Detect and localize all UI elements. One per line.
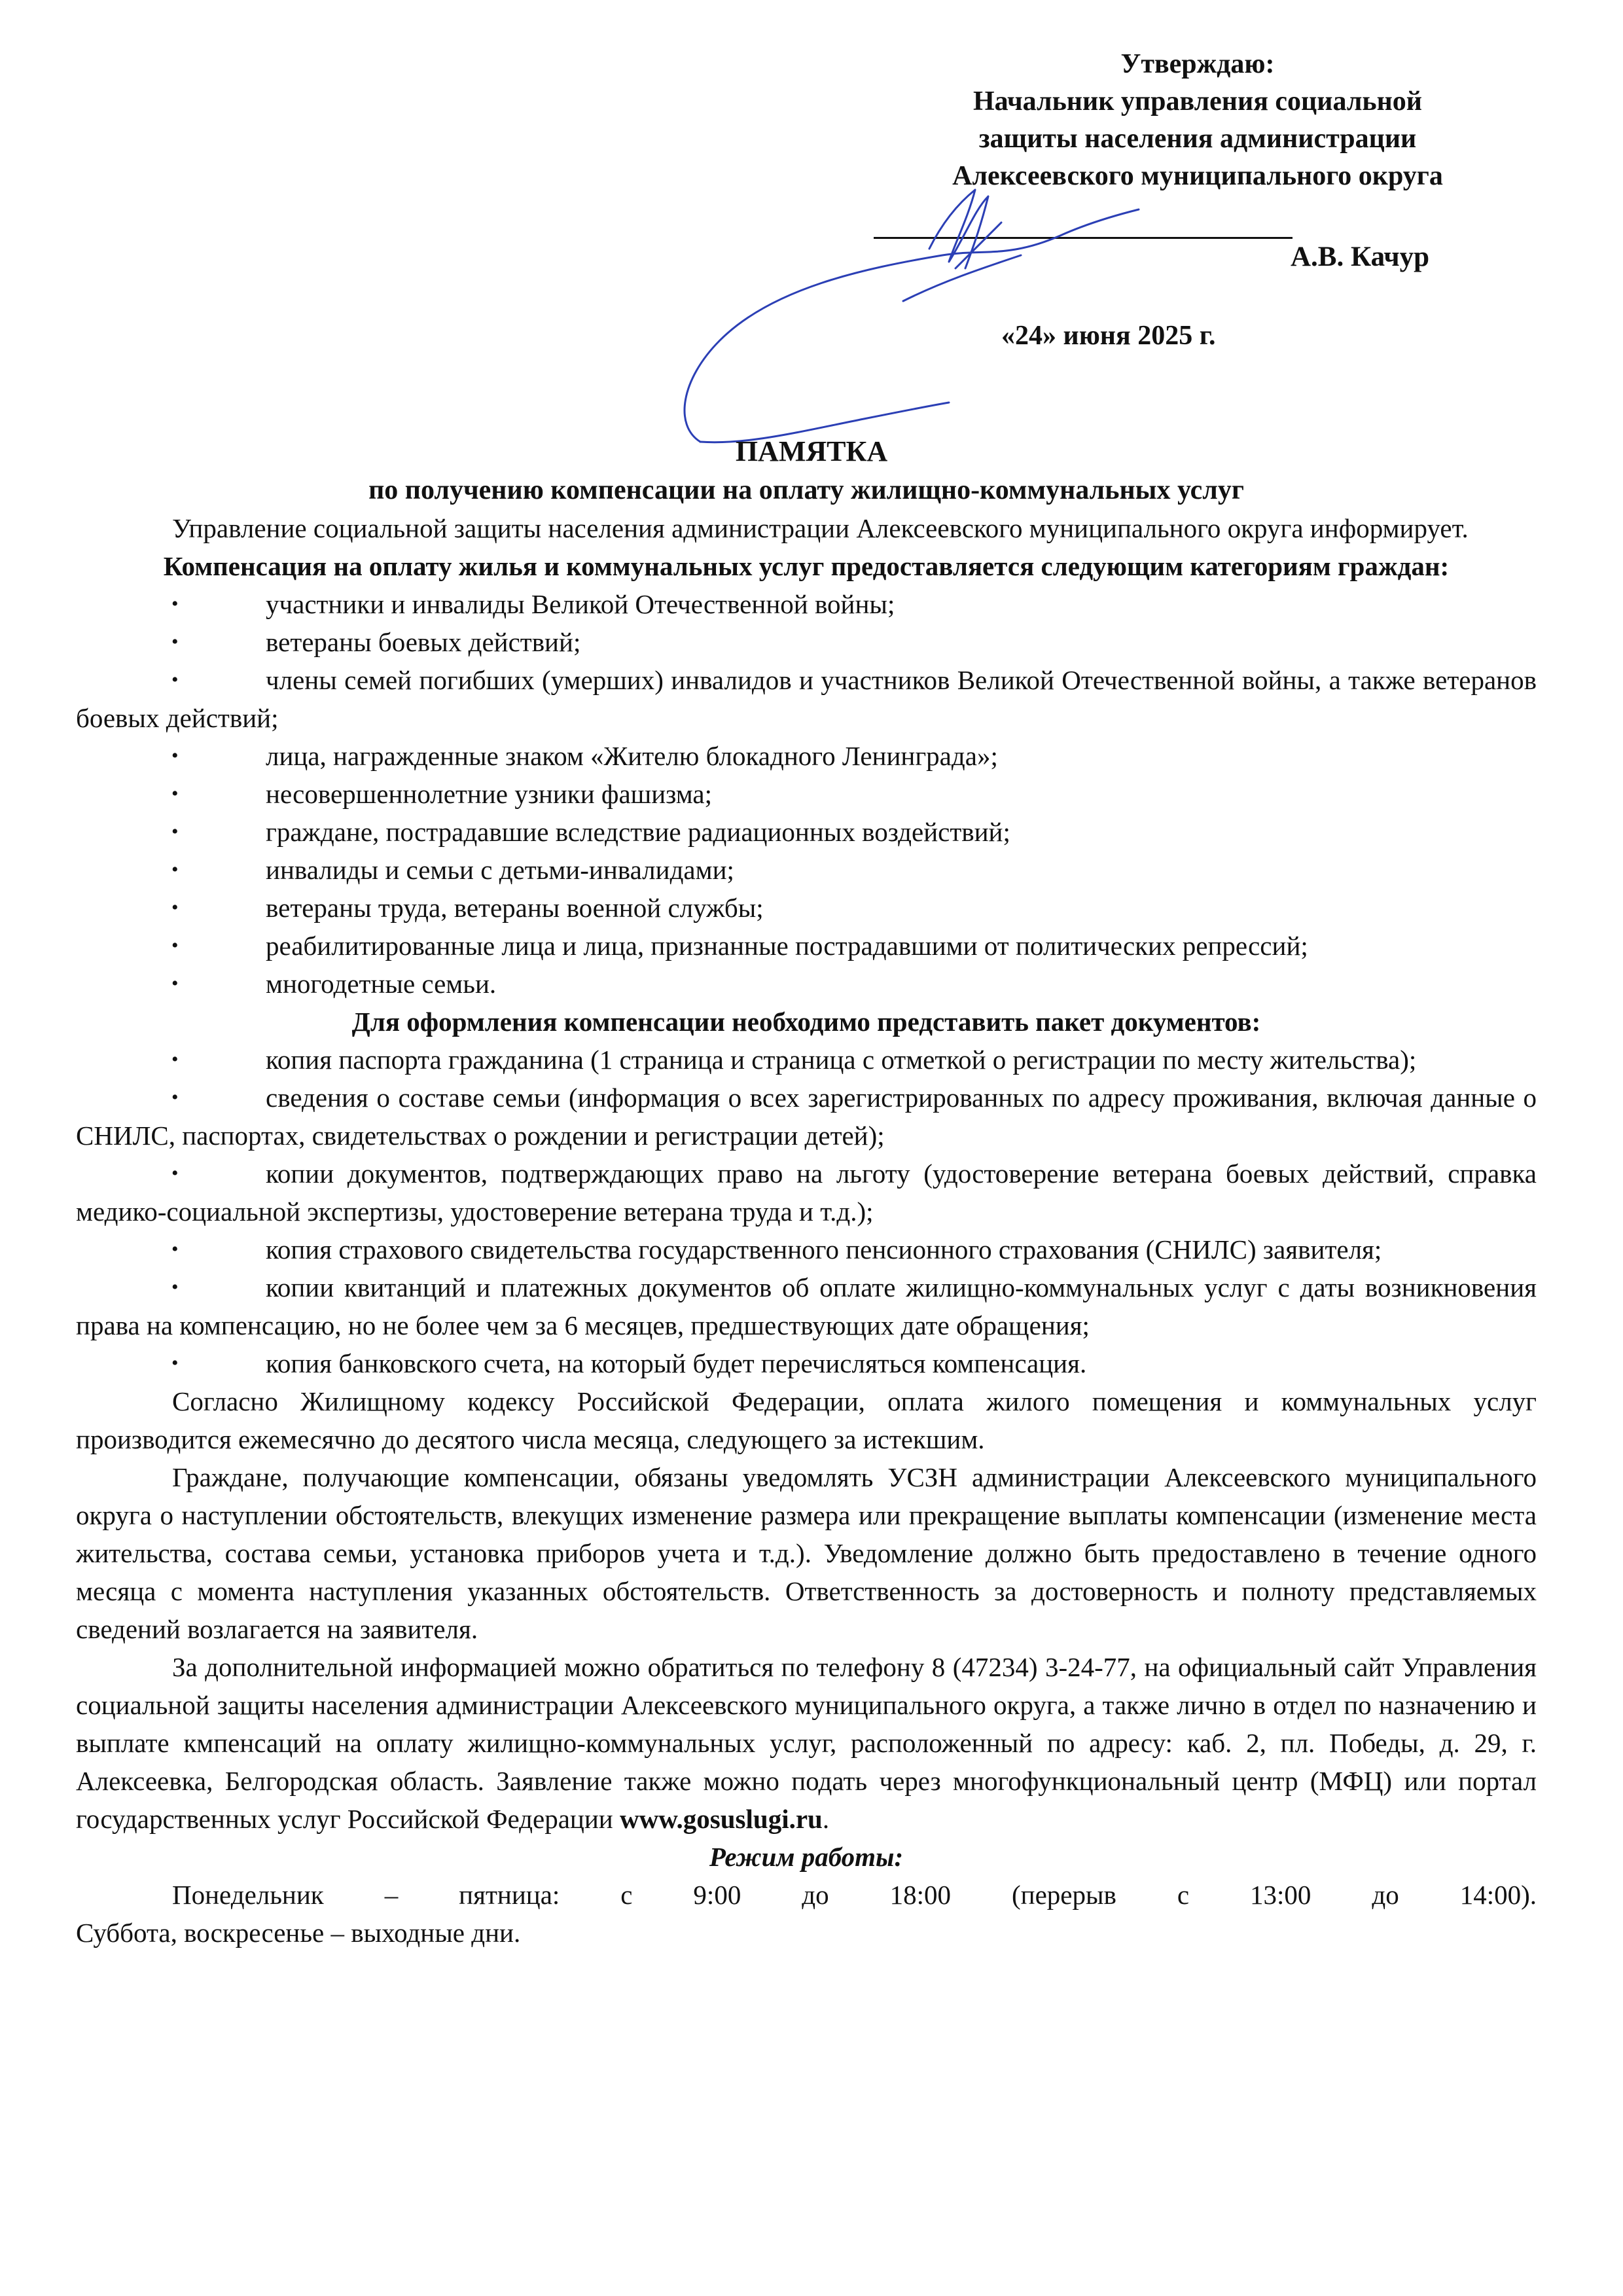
schedule-weekend: Суббота, воскресенье – выходные дни. xyxy=(76,1918,521,1948)
documents-heading: Для оформления компенсации необходимо представить пакет документов: xyxy=(351,1007,1261,1037)
handwritten-signature xyxy=(668,183,1165,458)
list-item: • копия банковского счета, на который будет перечисляться компенсация. xyxy=(76,1344,1537,1382)
list-item: • граждане, пострадавшие вследствие радиационных воздействий; xyxy=(76,813,1537,851)
signer-name: А.В. Качур xyxy=(1291,242,1430,272)
document-subtitle: по получению компенсации на оплату жилищно-коммунальных услуг xyxy=(368,475,1244,505)
bullet-icon: • xyxy=(171,745,179,766)
approval-heading: Утверждаю: xyxy=(1120,49,1275,79)
list-item: • копии квитанций и платежных документов об оплате жилищно-коммунальных услуг с даты возникновения права на компенсацию, но не более чем за 6 месяцев, предшествующих дате обращения; xyxy=(76,1268,1537,1344)
website-link[interactable]: www.gosuslugi.ru xyxy=(619,1804,823,1834)
bullet-icon: • xyxy=(171,935,179,956)
bullet-icon: • xyxy=(171,593,179,615)
list-item: • копия паспорта гражданина (1 страница и страница с отметкой о регистрации по месту жительства); xyxy=(76,1041,1537,1079)
bullet-icon: • xyxy=(171,1352,179,1374)
list-item: • члены семей погибших (умерших) инвалидов и участников Великой Отечественной войны, а также ветеранов боевых действий; xyxy=(76,661,1537,737)
bullet-icon: • xyxy=(171,859,179,880)
schedule-weekdays: Понедельник – пятница: с 9:00 до 18:00 (перерыв с 13:00 до 14:00). xyxy=(172,1880,1537,1910)
list-item: • реабилитированные лица и лица, признанные пострадавшими от политических репрессий; xyxy=(76,927,1537,965)
bullet-icon: • xyxy=(171,1162,179,1184)
bullet-icon: • xyxy=(171,1049,179,1070)
schedule-heading: Режим работы: xyxy=(709,1842,904,1872)
bullet-icon: • xyxy=(171,1086,179,1108)
bullet-icon: • xyxy=(171,1238,179,1260)
approval-position-line1: Начальник управления социальной xyxy=(972,86,1422,117)
bullet-icon: • xyxy=(171,1276,179,1298)
approval-position-line3: Алексеевского муниципального округа xyxy=(952,161,1443,191)
document-body xyxy=(76,432,1537,1952)
categories-list xyxy=(76,585,1537,1003)
housing-code-paragraph: Согласно Жилищному кодексу Российской Федерации, оплата жилого помещения и коммунальных услуг производится ежемесячно до десятого числа месяца, следующего за истекшим. xyxy=(76,1386,1537,1454)
list-item: • несовершеннолетние узники фашизма; xyxy=(76,775,1537,813)
bullet-icon: • xyxy=(171,783,179,804)
approval-block xyxy=(870,46,1525,195)
list-item: • сведения о составе семьи (информация о всех зарегистрированных по адресу проживания, включая данные о СНИЛС, паспортах, свидетельствах о рождении и регистрации детей); xyxy=(76,1079,1537,1155)
bullet-icon: • xyxy=(171,973,179,994)
categories-heading: Компенсация на оплату жилья и коммунальных услуг предоставляется следующим категориям граждан: xyxy=(163,551,1450,581)
documents-list xyxy=(76,1041,1537,1382)
approval-position-line2: защиты населения администрации xyxy=(978,124,1417,154)
approval-date: «24» июня 2025 г. xyxy=(1001,321,1216,351)
bullet-icon: • xyxy=(171,821,179,842)
notification-paragraph: Граждане, получающие компенсации, обязаны уведомлять УСЗН администрации Алексеевского муниципального округа о наступлении обстоятельств, влекущих изменение размера или прекращение выплаты компенсации (изменение места жительства, состава семьи, установка приборов учета и т.д.). Уведомление должно быть предоставлено в течение одного месяца с момента наступления указанных обстоятельств. Ответственность за достоверность и полноту представляемых сведений возлагается на заявителя. xyxy=(76,1462,1537,1644)
list-item: • многодетные семьи. xyxy=(76,965,1537,1003)
bullet-icon: • xyxy=(171,669,179,691)
bullet-icon: • xyxy=(171,897,179,918)
list-item: • копии документов, подтверждающих право на льготу (удостоверение ветерана боевых действий, справка медико-социальной экспертизы, удостоверение ветерана труда и т.д.); xyxy=(76,1155,1537,1230)
list-item: • инвалиды и семьи с детьми-инвалидами; xyxy=(76,851,1537,889)
bullet-icon: • xyxy=(171,631,179,653)
document-title: ПАМЯТКА xyxy=(735,435,888,467)
contacts-paragraph: За дополнительной информацией можно обратиться по телефону 8 (47234) 3-24-77, на официальный сайт Управления социальной защиты населения администрации Алексеевского муниципального округа, а также лично в отдел по назначению и выплате кмпенсаций на оплату жилищно-коммунальных услуг, расположенный по адресу: каб. 2, пл. Победы, д. 29, г. Алексеевка, Белгородская область. Заявление также можно подать через многофункциональный центр (МФЦ) или портал государственных услуг Российской Федерации www.gosuslugi.ru. xyxy=(76,1652,1537,1834)
intro-paragraph: Управление социальной защиты населения администрации Алексеевского муниципального округа информирует. xyxy=(172,513,1469,543)
list-item: • лица, награжденные знаком «Жителю блокадного Ленинграда»; xyxy=(76,737,1537,775)
list-item: • участники и инвалиды Великой Отечественной войны; xyxy=(76,585,1537,623)
list-item: • копия страхового свидетельства государственного пенсионного страхования (СНИЛС) заявителя; xyxy=(76,1230,1537,1268)
list-item: • ветераны боевых действий; xyxy=(76,623,1537,661)
list-item: • ветераны труда, ветераны военной службы; xyxy=(76,889,1537,927)
